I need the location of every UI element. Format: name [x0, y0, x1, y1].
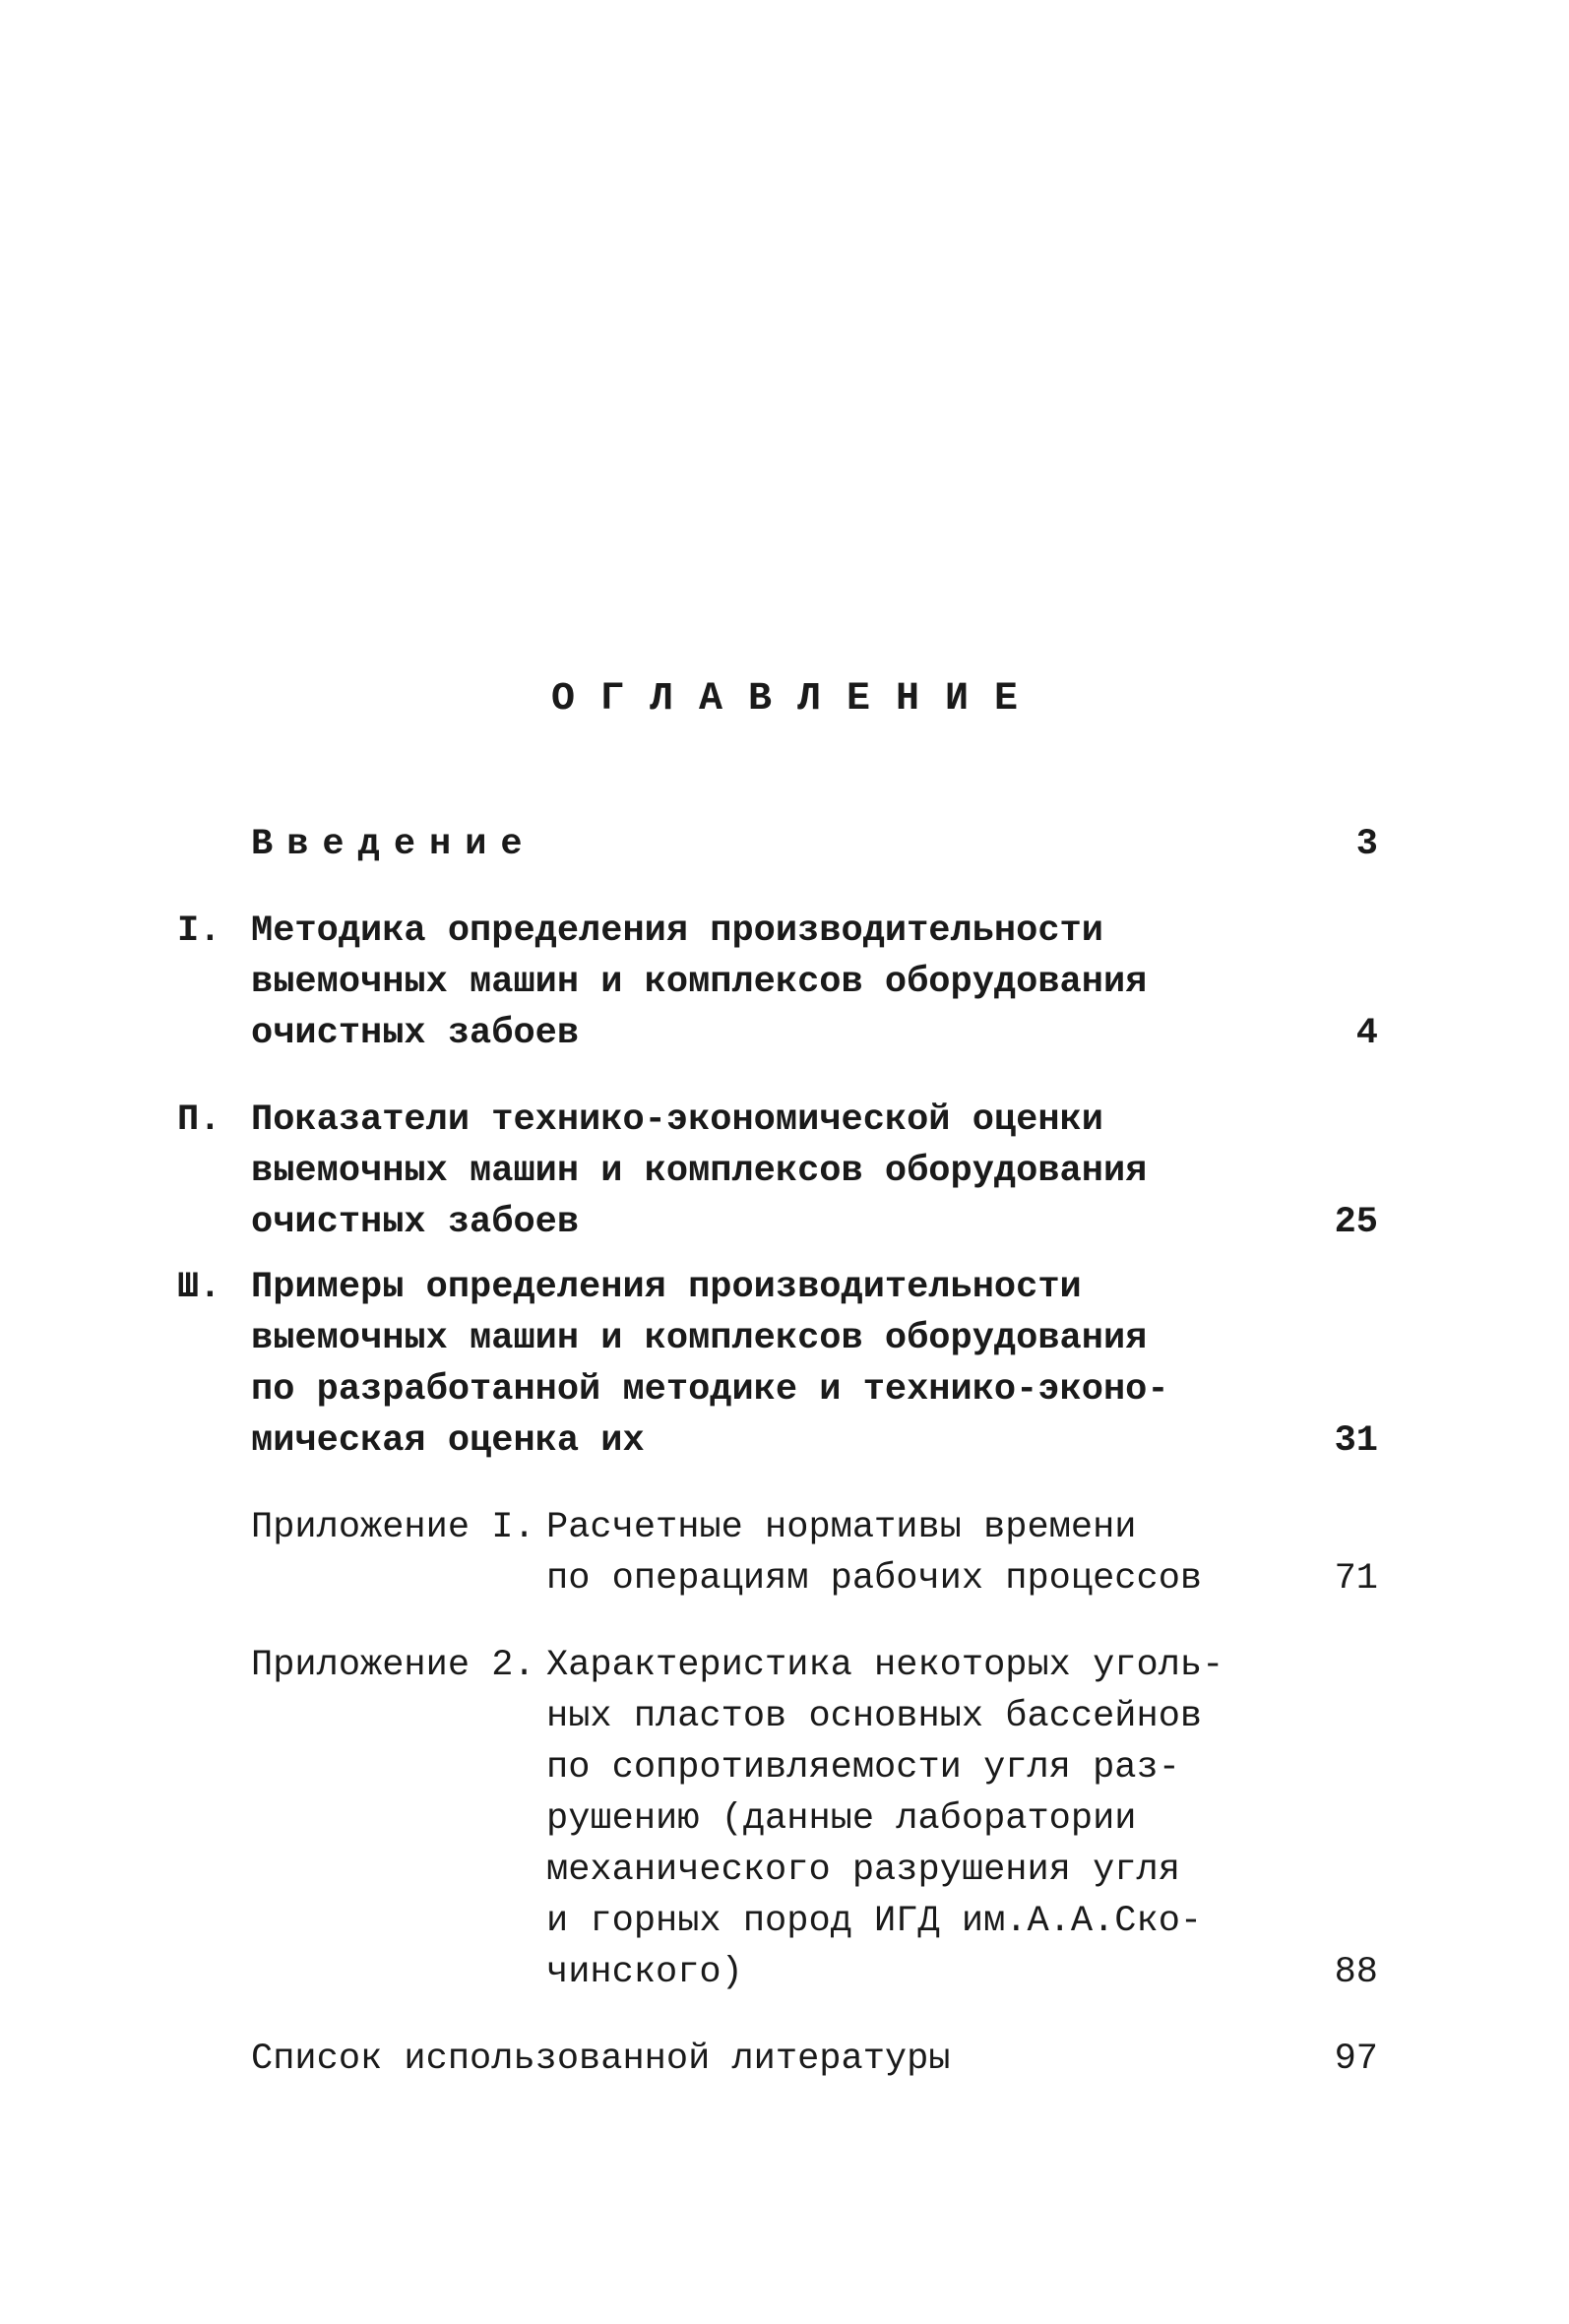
toc-page-appendix-2: 88 — [1334, 1952, 1378, 1993]
toc-number-section-1: I. — [177, 911, 221, 952]
toc-page-appendix-1: 71 — [1334, 1558, 1378, 1600]
toc-page-section-2: 25 — [1334, 1202, 1378, 1243]
toc-line-section-1-a: Методика определения производительности — [251, 911, 1103, 952]
toc-line-section-2-c: очистных забоев — [251, 1202, 580, 1243]
toc-line-appendix-1-b: по операциям рабочих процессов — [546, 1558, 1203, 1600]
toc-line-section-2-a: Показатели технико-экономической оценки — [251, 1099, 1103, 1141]
toc-line-appendix-2-a: Характеристика некоторых уголь- — [546, 1645, 1224, 1686]
toc-page-section-3: 31 — [1334, 1420, 1378, 1462]
toc-entry-intro: Введение — [251, 824, 536, 865]
toc-line-section-1-c: очистных забоев — [251, 1013, 580, 1054]
toc-line-appendix-2-e: механического разрушения угля — [546, 1850, 1180, 1891]
toc-line-appendix-2-b: ных пластов основных бассейнов — [546, 1696, 1203, 1737]
toc-line-section-1-b: выемочных машин и комплексов оборудования — [251, 962, 1148, 1003]
toc-label-appendix-2: Приложение 2. — [251, 1645, 535, 1686]
toc-line-section-3-a: Примеры определения производительности — [251, 1267, 1082, 1308]
toc-line-section-3-d: мическая оценка их — [251, 1420, 645, 1462]
toc-line-section-3-b: выемочных машин и комплексов оборудования — [251, 1318, 1148, 1359]
toc-line-appendix-2-c: по сопротивляемости угля раз- — [546, 1747, 1180, 1789]
toc-line-appendix-1-a: Расчетные нормативы времени — [546, 1507, 1137, 1548]
toc-number-section-2: П. — [177, 1099, 221, 1141]
toc-line-section-3-c: по разработанной методике и технико-эконо- — [251, 1369, 1169, 1411]
toc-label-appendix-1: Приложение I. — [251, 1507, 535, 1548]
toc-page-section-1: 4 — [1355, 1013, 1378, 1054]
toc-line-section-2-b: выемочных машин и комплексов оборудования — [251, 1151, 1148, 1192]
toc-title: ОГЛАВЛЕНИЕ — [550, 677, 1044, 722]
toc-number-section-3: Ш. — [177, 1267, 221, 1308]
toc-line-appendix-2-d: рушению (данные лаборатории — [546, 1798, 1137, 1840]
toc-line-appendix-2-g: чинского) — [546, 1952, 743, 1993]
toc-entry-references: Список использованной литературы — [251, 2039, 951, 2080]
toc-page-intro: 3 — [1355, 824, 1378, 865]
toc-page-references: 97 — [1334, 2039, 1378, 2080]
toc-line-appendix-2-f: и горных пород ИГД им.А.А.Ско- — [546, 1901, 1203, 1942]
